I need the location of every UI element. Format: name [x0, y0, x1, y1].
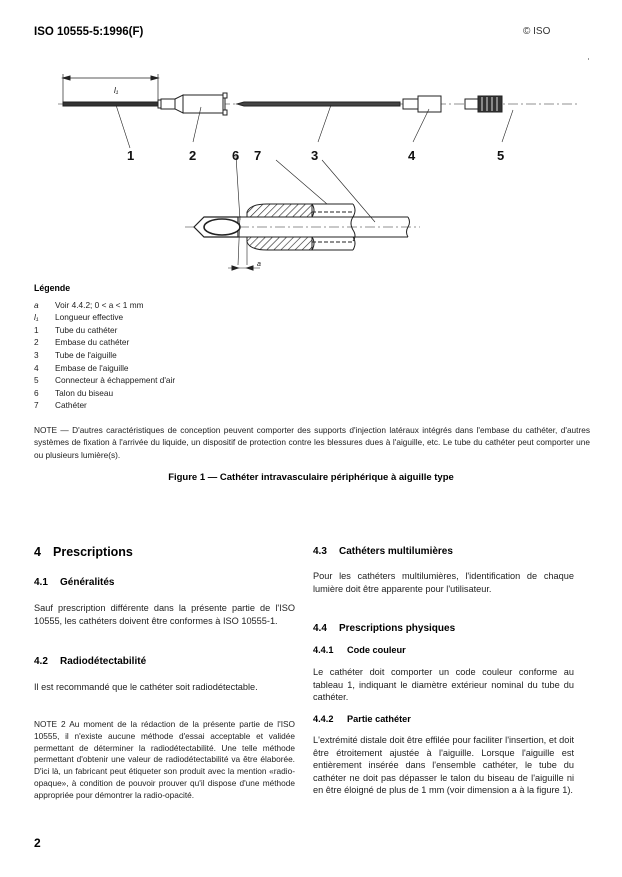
paragraph-4-2: Il est recommandé que le cathéter soit radiodétectable. — [34, 682, 258, 692]
legend-item: 3 Tube de l'aiguille — [34, 349, 117, 360]
heading-section-4-4-2: 4.4.2 Partie cathéter — [313, 714, 411, 724]
paragraph-4-4-2: L'extrémité distale doit être effilée pour faciliter l'insertion, et doit être étroitement ajustée à l'aiguille. Lorsque l'aiguille est entièrement insérée dans l'ensemble cathéter, le tube du cathéter ne doit pas dépasser le talon du biseau de l'aiguille ni en être éloigné de plus de 1 mm (voir dimension a à la figure 1). — [313, 735, 574, 795]
figure-legend — [34, 282, 175, 412]
paragraph-4-4-1: Le cathéter doit comporter un code couleur conforme au tableau 1, indiquant le diamètre extérieur nominal du tube du cathéter. — [313, 667, 574, 702]
heading-section-4-4-1: 4.4.1 Code couleur — [313, 645, 406, 655]
paragraph-4-3: Pour les cathéters multilumières, l'identification de chaque lumière doit être apparente pour l'utilisateur. — [313, 571, 574, 594]
svg-text:6: 6 — [232, 148, 240, 163]
figure-caption: Figure 1 — Cathéter intravasculaire périphérique à aiguille type — [168, 472, 454, 483]
catheter-diagram-icon — [0, 60, 622, 280]
document-standard-id: ISO 10555-5:1996(F) — [34, 26, 144, 38]
svg-text:a: a — [257, 261, 261, 268]
heading-section-4-4: 4.4 Prescriptions physiques — [313, 623, 456, 634]
legend-item: 2 Embase du cathéter — [34, 337, 130, 348]
legend-item: 5 Connecteur à échappement d'air — [34, 375, 176, 386]
paragraph-4-1: Sauf prescription différente dans la présente partie de l'ISO 10555, les cathéters doivent être conformes à ISO 10555-1. — [34, 603, 295, 626]
copyright-notice: © ISO — [523, 26, 551, 37]
svg-text:7: 7 — [254, 148, 262, 163]
svg-text:4: 4 — [408, 148, 416, 163]
svg-text:5: 5 — [497, 148, 505, 163]
legend-item: a Voir 4.4.2; 0 < a < 1 mm — [34, 299, 144, 310]
svg-text:2: 2 — [189, 148, 197, 163]
legend-item: 1 Tube du cathéter — [34, 324, 118, 335]
note-2: NOTE 2 Au moment de la rédaction de la présente partie de l'ISO 10555, il n'existe aucune méthode d'essai acceptable et validée permettant de déterminer la radiodétectabilité. Une telle méthode permettant d'obtenir une valeur de radiodétectabilité va être élaborée. D'ici là, un fabricant peut étiqueter son produit avec la mention «radio-opaque», à condition de pouvoir prouver qu'il dispose d'une méthode appropriée pour démontrer la radio-opacité. — [34, 719, 295, 800]
legend-item: 6 Talon du biseau — [34, 387, 114, 398]
legend-item: l₁ Longueur effective — [34, 312, 124, 323]
legend-item: 7 Cathéter — [34, 400, 87, 411]
svg-text:1: 1 — [127, 148, 135, 163]
catheter-figure — [0, 60, 622, 280]
heading-section-4-2: 4.2 Radiodétectabilité — [34, 656, 147, 667]
svg-text:3: 3 — [311, 148, 319, 163]
heading-section-4-1: 4.1 Généralités — [34, 577, 115, 588]
legend-title: Légende — [34, 283, 71, 293]
heading-section-4: 4 Prescriptions — [34, 545, 133, 559]
page-number: 2 — [34, 836, 41, 850]
figure-note: NOTE — D'autres caractéristiques de conception peuvent comporter des supports d'injection latéraux intégrés dans l'embase du cathéter, d'autres systèmes de fixation à l'arrivée du liquide, un dispositif de protection contre les blessures dues à l'aiguille, etc. Le tube du cathéter peut comporter une ou plusieurs lumière(s). — [34, 425, 590, 460]
heading-section-4-3: 4.3 Cathéters multilumières — [313, 546, 453, 557]
svg-text:l₁: l₁ — [114, 86, 119, 95]
legend-item: 4 Embase de l'aiguille — [34, 362, 129, 373]
